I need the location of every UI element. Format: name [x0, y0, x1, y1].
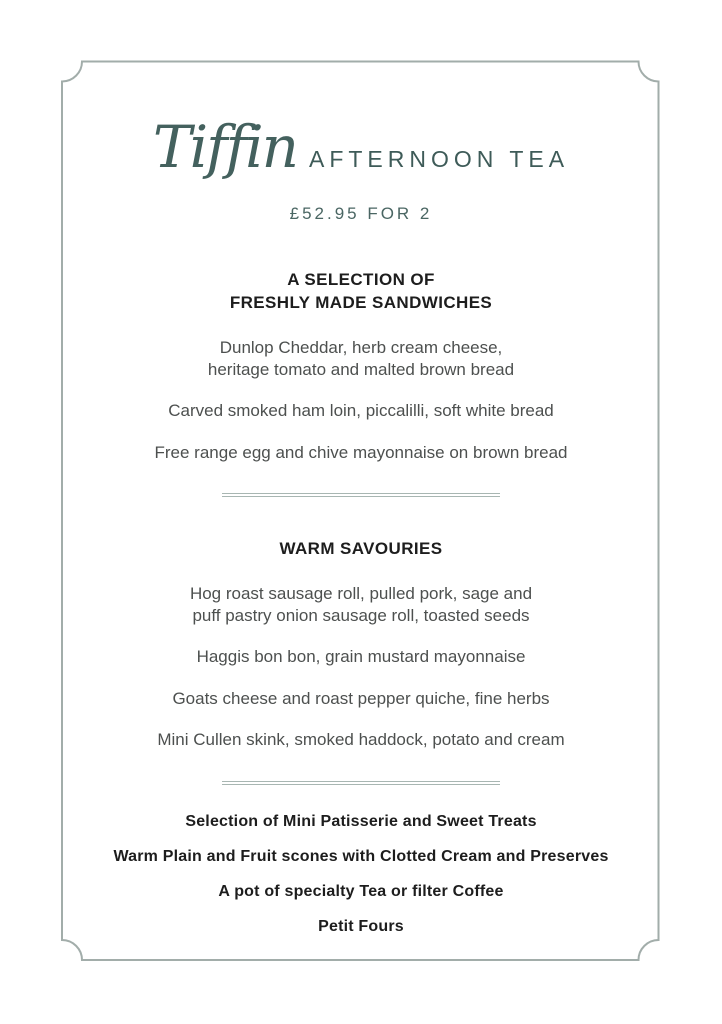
sweet-item: Petit Fours — [318, 917, 404, 935]
brand-script-logo: Tiffin — [152, 113, 297, 181]
double-rule-divider — [222, 493, 500, 497]
menu-item: Free range egg and chive mayonnaise on brown bread — [154, 442, 568, 462]
section-heading-line: FRESHLY MADE SANDWICHES — [229, 293, 493, 312]
section-heading-sandwiches — [81, 268, 641, 314]
menu-item: Carved smoked ham loin, piccalilli, soft white bread — [168, 401, 554, 420]
section-heading-line: A SELECTION OF — [287, 270, 435, 289]
menu-content — [81, 0, 641, 937]
menu-item-line: Dunlop Cheddar, herb cream cheese, — [219, 338, 503, 357]
double-rule-divider — [222, 781, 500, 785]
section-heading-savouries: WARM SAVOURIES — [279, 539, 443, 558]
menu-item — [81, 337, 641, 380]
menu-item-line: Hog roast sausage roll, pulled pork, sage and — [189, 584, 533, 603]
sweet-item: Selection of Mini Patisserie and Sweet Treats — [185, 812, 537, 830]
brand-lockup — [81, 113, 641, 196]
menu-item: Mini Cullen skink, smoked haddock, potato and cream — [157, 730, 565, 749]
menu-item-line: puff pastry onion sausage roll, toasted seeds — [192, 605, 530, 625]
menu-item: Goats cheese and roast pepper quiche, fine herbs — [172, 688, 550, 708]
menu-item — [81, 583, 641, 626]
menu-item: Haggis bon bon, grain mustard mayonnaise — [196, 647, 526, 666]
menu-item-line: heritage tomato and malted brown bread — [207, 359, 515, 379]
sweet-item: A pot of specialty Tea or filter Coffee — [218, 882, 504, 900]
price-line: £52.95 FOR 2 — [289, 204, 433, 223]
sweet-item: Warm Plain and Fruit scones with Clotted Cream and Preserves — [113, 847, 609, 865]
brand-caps-title: AFTERNOON TEA — [308, 146, 570, 172]
